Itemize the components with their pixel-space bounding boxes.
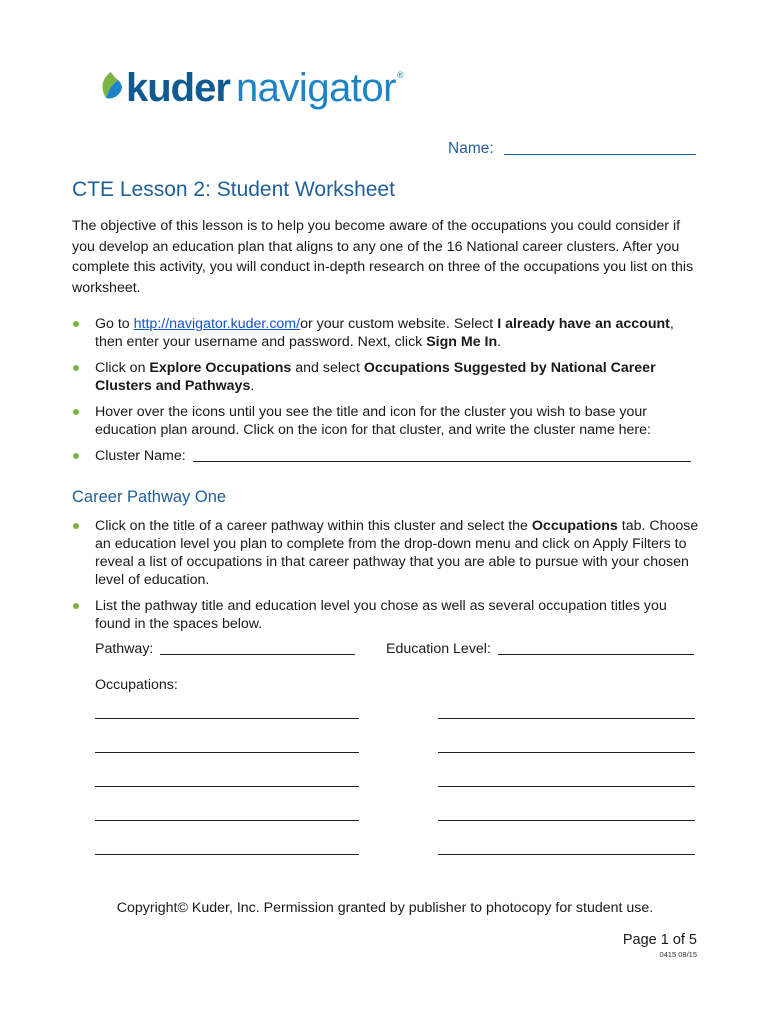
step-bold-text: I already have an account [497,316,670,332]
bullet-icon [73,523,79,529]
step-text: and select [291,360,364,376]
kuder-navigator-logo [98,64,404,108]
list-item [72,403,702,439]
list-item [72,447,702,465]
name-label: Name: [448,140,494,157]
step-bold-text: Explore Occupations [149,360,292,376]
step-text: Go to [95,316,134,332]
step-bold-text: Occupations Suggested by National Career Clusters and Pathways [95,360,656,394]
occupation-blank-line[interactable] [95,718,359,719]
logo-product-text: navigator [235,66,396,110]
occupation-blank-line[interactable] [438,820,695,821]
list-item [72,597,702,633]
step-bold-text: Occupations [531,518,618,534]
step-bold-text: Sign Me In [426,334,498,350]
pathway-blank-line[interactable] [160,641,355,655]
occupation-blank-line[interactable] [438,752,695,753]
bullet-icon [73,603,79,609]
instruction-list [72,315,702,465]
occupation-blank-line[interactable] [95,752,359,753]
list-item [72,315,702,351]
occupations-label: Occupations: [95,677,178,693]
occupation-blank-line[interactable] [438,854,695,855]
step-text: Click on the title of a career pathway within this cluster and select the [95,518,532,534]
bullet-icon [73,321,79,327]
step-text: , then enter your username and password. Next, click [95,316,674,350]
section-title: Career Pathway One [72,488,227,506]
bullet-icon [73,409,79,415]
occupation-blank-line[interactable] [438,786,695,787]
occupation-blank-line[interactable] [95,786,359,787]
step-text: or your custom website. Select [300,316,498,332]
education-level-field [386,641,694,657]
logo-registered-mark: ® [397,70,404,80]
logo-brand-text: kuder [126,66,230,110]
pathway-field [95,641,355,657]
kuder-logo-mark-icon [98,68,124,104]
step-text: Hover over the icons until you see the title and icon for the cluster you wish to base your education plan around. Click on the icon for that cluster, and write the cluster name here: [95,404,651,438]
occupation-blank-line[interactable] [95,820,359,821]
list-item [72,359,702,395]
list-item [72,517,702,589]
intro-paragraph: The objective of this lesson is to help you become aware of the occupations you could consider if you develop an education plan that aligns to any one of the 16 National career clusters. After you complete this activity, you will conduct in-depth research on three of the occupations you list on this worksheet. [72,218,694,296]
step-text: Click on [95,360,150,376]
name-field [448,140,696,158]
copyright-notice: Copyright© Kuder, Inc. Permission granted by publisher to photocopy for student use. [116,900,654,916]
step-text: . [497,334,502,350]
navigator-link[interactable]: http://navigator.kuder.com/ [133,316,301,332]
occupation-blank-line[interactable] [95,854,359,855]
bullet-icon [73,453,79,459]
cluster-name-label: Cluster Name: [95,448,186,464]
page-number: Page 1 of 5 [622,932,697,948]
bullet-icon [73,365,79,371]
education-level-blank-line[interactable] [498,641,694,655]
pathway-label: Pathway: [95,641,154,657]
cluster-name-blank-line[interactable] [193,448,691,462]
education-level-label: Education Level: [386,641,491,657]
document-code: 0415 08/15 [659,950,697,959]
occupation-blank-line[interactable] [438,718,695,719]
step-text: . [250,378,255,394]
step-text: List the pathway title and education level you chose as well as several occupation titles you found in the spaces below. [95,598,667,632]
name-blank-line[interactable] [504,140,696,155]
page-title: CTE Lesson 2: Student Worksheet [72,178,395,201]
pathway-instruction-list [72,517,702,633]
step-text: tab. Choose an education level you plan to complete from the drop-down menu and click on Apply Filters to reveal a list of occupations in that career pathway that you are able to pursue with your chosen level of education. [95,518,699,588]
